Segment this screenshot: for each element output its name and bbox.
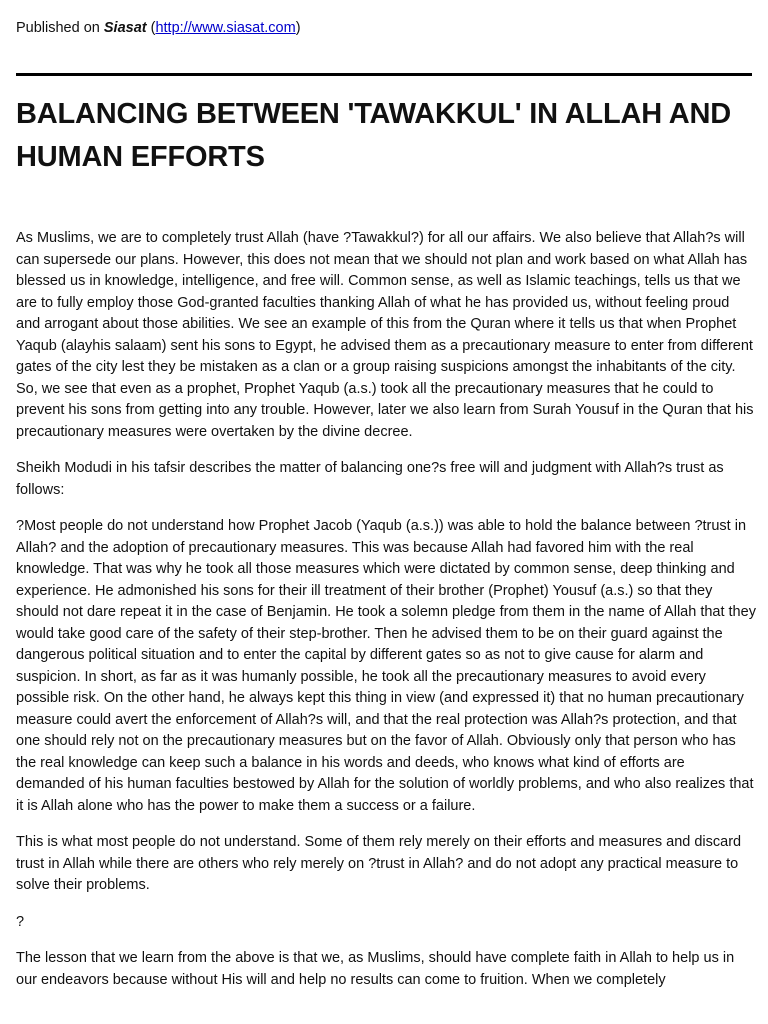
open-paren: ( xyxy=(146,20,156,36)
header-divider xyxy=(16,73,752,76)
close-paren: ) xyxy=(295,20,301,36)
article-body xyxy=(16,228,756,1006)
article-paragraph: ?Most people do not understand how Prophet Jacob (Yaqub (a.s.)) was able to hold the balance between ?trust in Allah? and the adoption of precautionary measures. This was because Allah had favored him with the real knowledge. That was why he took all those measures which were dictated by common sense, deep thinking and experience. He admonished his sons for their ill treatment of their brother (Prophet) Yousuf (a.s.) so that they should not dare repeat it in the case of Benjamin. He took a solemn pledge from them in the name of Allah that they would take good care of the safety of their step-brother. Then he advised them to be on their guard against the dangerous political situation and to enter the capital by different gates so as not to give cause for alarm and suspicion. In short, as far as it was humanly possible, he took all the precautionary measures to avoid every possible risk. On the other hand, he always kept this thing in view (and expressed it) that no human precautionary measure could avert the enforcement of Allah?s will, and that the real protection was Allah?s protection, and that one should rely not on the precautionary measures but on the favor of Allah. Obviously only that person who has the real knowledge can keep such a balance in his words and deeds, who knows what kind of efforts are demanded of his human faculties bestowed by Allah for the solution of worldly problems, and who also realizes that it is Allah alone who has the power to make them a success or a failure. xyxy=(16,518,756,814)
article-paragraph: Sheikh Modudi in his tafsir describes the matter of balancing one?s free will and judgment with Allah?s trust as follows: xyxy=(16,460,724,498)
published-on-line xyxy=(16,18,301,38)
article-paragraph: The lesson that we learn from the above is that we, as Muslims, should have complete faith in Allah to help us in our endeavors because without His will and help no results can come to fruition. When we completely xyxy=(16,950,735,988)
published-prefix: Published on xyxy=(16,20,104,36)
article-title: BALANCING BETWEEN 'TAWAKKUL' IN ALLAH AND HUMAN EFFORTS xyxy=(16,98,731,173)
article-paragraph: This is what most people do not understand. Some of them rely merely on their efforts and measures and discard trust in Allah while there are others who rely merely on ?trust in Allah? and do not adopt any practical measure to solve their problems. xyxy=(16,834,742,893)
article-paragraph: ? xyxy=(16,913,25,930)
site-name: Siasat xyxy=(103,20,147,36)
article-paragraph: As Muslims, we are to completely trust Allah (have ?Tawakkul?) for all our affairs. We also believe that Allah?s will can supersede our plans. However, this does not mean that we should not plan and work based on what Allah has blessed us in knowledge, intelligence, and free will. Common sense, as well as Islamic teachings, tells us that we are to fully employ those God-granted faculties thanking Allah of what he has provided us, without feeling proud and arrogant about those abilities. We see an example of this from the Quran where it tells us that when Prophet Yaqub (alayhis salaam) sent his sons to Egypt, he advised them as a precautionary measure to enter from different gates of the city lest they be mistaken as a clan or a group raising suspicions amongst the inhabitants of the city. So, we see that even as a prophet, Prophet Yaqub (a.s.) took all the precautionary measures that he could to prevent his sons from getting into any trouble. However, later we also learn from Surah Yousuf in the Quran that his precautionary measures were overtaken by the divine decree. xyxy=(16,230,754,440)
site-url-link[interactable]: http://www.siasat.com xyxy=(155,20,296,36)
